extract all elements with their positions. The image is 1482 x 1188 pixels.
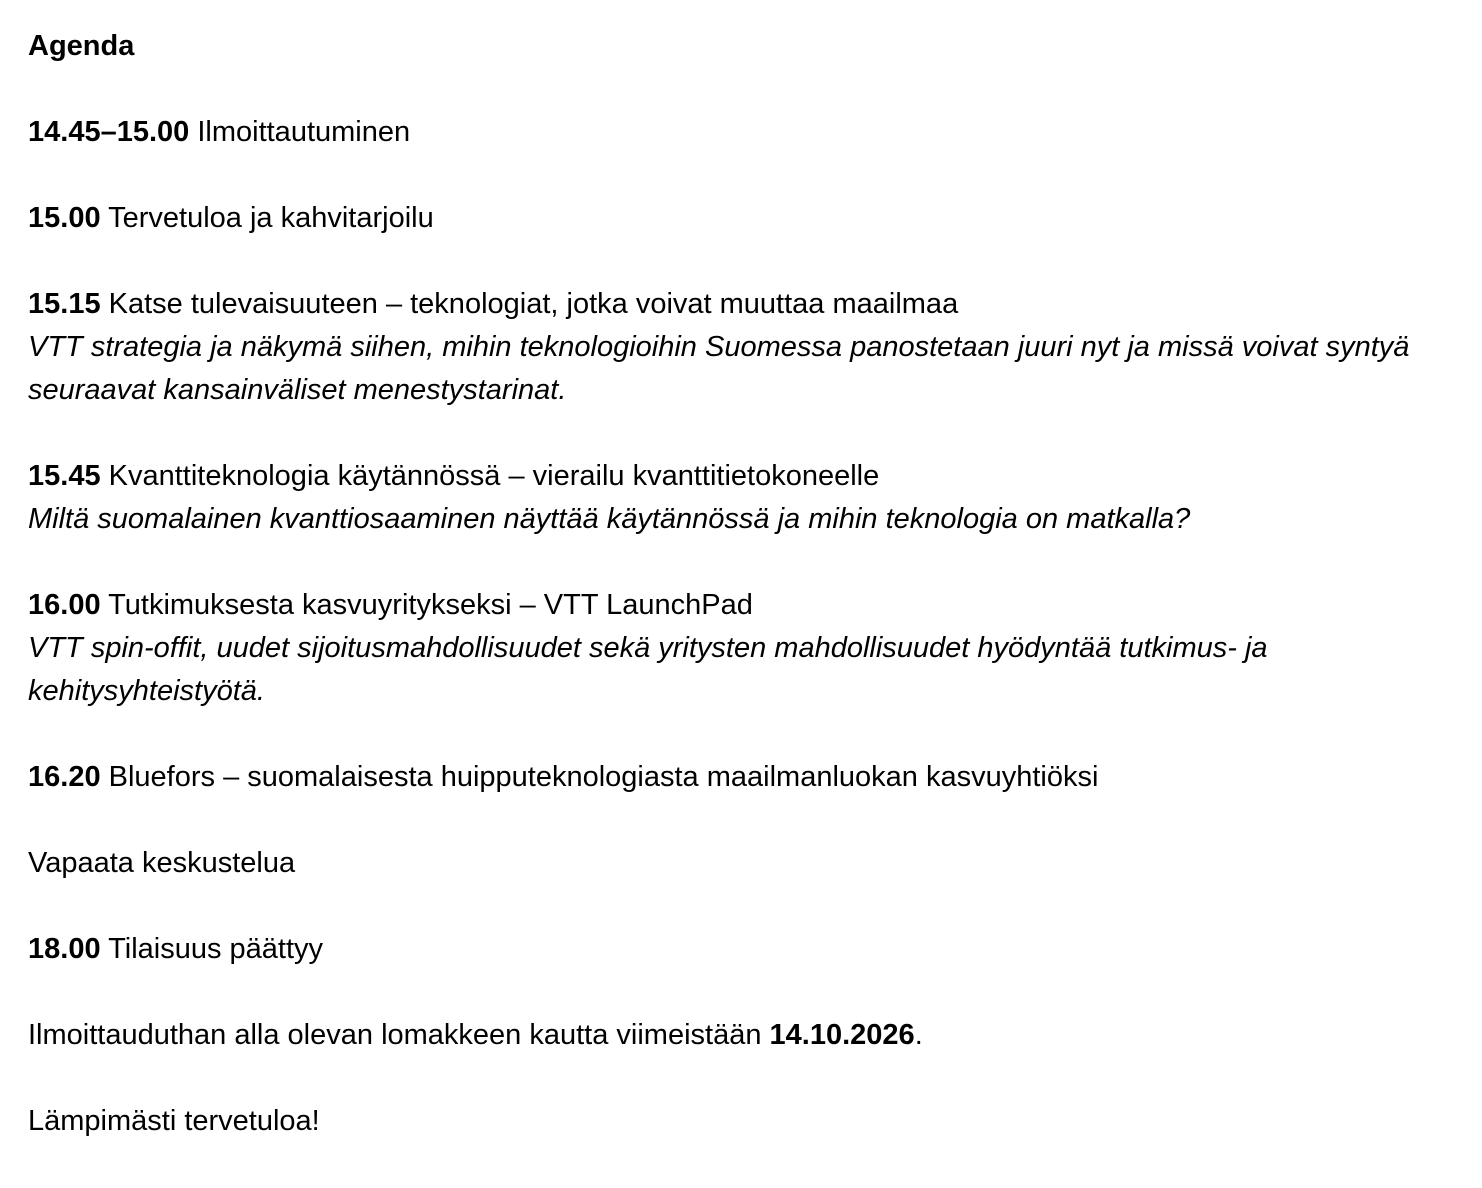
- agenda-item: [28, 455, 1468, 541]
- closing-text: Lämpimästi tervetuloa!: [28, 1105, 320, 1137]
- registration-text-end: .: [914, 1019, 923, 1051]
- agenda-item: [28, 756, 1468, 799]
- registration-line: [28, 1014, 1468, 1057]
- agenda-item-description: VTT strategia ja näkymä siihen, mihin teknologioihin Suomessa panostetaan juuri nyt ja missä voivat syntyä seuraavat kansainväliset menestystarinat.: [28, 331, 1410, 406]
- agenda-item-time: 16.20: [28, 761, 101, 793]
- registration-deadline: 14.10.2026: [769, 1019, 915, 1051]
- agenda-item: [28, 928, 1468, 971]
- agenda-item-time: 15.15: [28, 288, 101, 320]
- agenda-item-time: 16.00: [28, 589, 101, 621]
- agenda-item-title: Tilaisuus päättyy: [108, 933, 324, 965]
- agenda-item-title: Kvanttiteknologia käytännössä – vierailu kvanttitietokoneelle: [108, 460, 880, 492]
- agenda-item: [28, 111, 1468, 154]
- agenda-item-line: [28, 928, 1468, 971]
- agenda-item-line: [28, 455, 1468, 498]
- closing-block: [28, 1100, 1468, 1143]
- agenda-item-line: [28, 756, 1468, 799]
- agenda-item-line: [28, 283, 1468, 326]
- registration-notice: [28, 1014, 1468, 1057]
- agenda-item: [28, 584, 1468, 713]
- agenda-item-title: Tutkimuksesta kasvuyritykseksi – VTT LaunchPad: [108, 589, 753, 621]
- agenda-item-description: VTT spin-offit, uudet sijoitusmahdollisuudet sekä yritysten mahdollisuudet hyödyntää tutkimus- ja kehitysyhteistyötä.: [28, 632, 1268, 707]
- agenda-item-time: 15.00: [28, 202, 101, 234]
- agenda-item: [28, 283, 1468, 412]
- agenda-item-time: 14.45–15.00: [28, 116, 190, 148]
- agenda-item-title: Vapaata keskustelua: [28, 847, 296, 879]
- agenda-item-line: [28, 197, 1468, 240]
- agenda-item-title: Bluefors – suomalaisesta huipputeknologiasta maailmanluokan kasvuyhtiöksi: [108, 761, 1099, 793]
- agenda-item-time: 15.45: [28, 460, 101, 492]
- agenda-item-title: Ilmoittautuminen: [197, 116, 411, 148]
- agenda-item-description: Miltä suomalainen kvanttiosaaminen näyttää käytännössä ja mihin teknologia on matkalla?: [28, 503, 1191, 535]
- agenda-item-line: [28, 584, 1468, 627]
- registration-text: Ilmoittauduthan alla olevan lomakkeen kautta viimeistään: [28, 1019, 770, 1051]
- agenda-item: [28, 197, 1468, 240]
- agenda-heading: Agenda: [28, 30, 135, 62]
- agenda-item-title: Tervetuloa ja kahvitarjoilu: [108, 202, 434, 234]
- agenda-item-title: Katse tulevaisuuteen – teknologiat, jotka voivat muuttaa maailmaa: [108, 288, 959, 320]
- agenda-item-line: [28, 111, 1468, 154]
- agenda-item: [28, 842, 1468, 885]
- agenda-heading-block: [28, 25, 1468, 68]
- event-agenda-document: [28, 25, 1468, 1143]
- agenda-item-time: 18.00: [28, 933, 101, 965]
